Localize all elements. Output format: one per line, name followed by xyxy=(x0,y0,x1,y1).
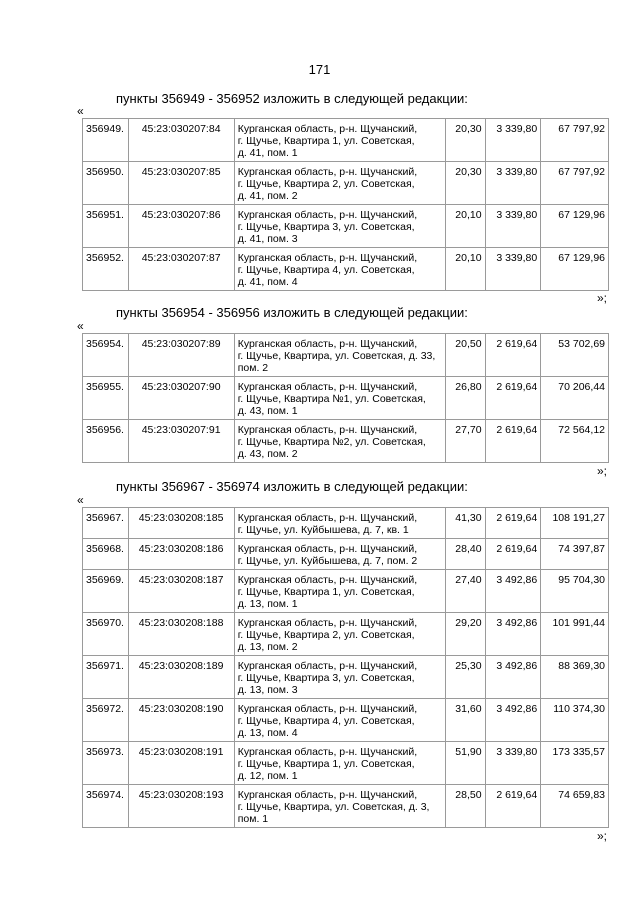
total-value-cell: 74 659,83 xyxy=(541,785,609,828)
section-heading: пункты 356949 - 356952 изложить в следующей редакции: xyxy=(116,91,468,106)
address-line: г. Щучье, Квартира, ул. Советская, д. 33, xyxy=(237,350,436,362)
address-line: д. 13, пом. 1 xyxy=(237,598,298,610)
total-value-cell: 67 797,92 xyxy=(541,162,609,205)
address-line: г. Щучье, ул. Куйбышева, д. 7, пом. 2 xyxy=(237,555,418,567)
cadastral-number-cell: 45:23:030208:186 xyxy=(128,539,234,570)
unit-price-cell: 3 339,80 xyxy=(485,162,541,205)
table-row xyxy=(83,377,609,420)
address-cell xyxy=(234,570,445,613)
unit-price-cell: 3 492,86 xyxy=(485,570,541,613)
address-line: Курганская область, р-н. Щучанский, xyxy=(237,123,418,135)
total-value-cell: 108 191,27 xyxy=(541,508,609,539)
address-line: г. Щучье, Квартира, ул. Советская, д. 3, xyxy=(237,801,430,813)
address-line: д. 13, пом. 4 xyxy=(237,727,298,739)
address-line: д. 13, пом. 2 xyxy=(237,641,298,653)
unit-price-cell: 2 619,64 xyxy=(485,377,541,420)
address-line: Курганская область, р-н. Щучанский, xyxy=(237,338,418,350)
total-value-cell: 72 564,12 xyxy=(541,420,609,463)
table-row xyxy=(83,162,609,205)
address-line: г. Щучье, Квартира 1, ул. Советская, xyxy=(237,135,415,147)
item-number-cell: 356971. xyxy=(83,656,129,699)
unit-price-cell: 3 339,80 xyxy=(485,119,541,162)
item-number-cell: 356949. xyxy=(83,119,129,162)
address-cell xyxy=(234,205,445,248)
address-line: д. 41, пом. 3 xyxy=(237,233,298,245)
area-cell: 29,20 xyxy=(446,613,485,656)
address-line: г. Щучье, Квартира 2, ул. Советская, xyxy=(237,178,415,190)
section-heading: пункты 356954 - 356956 изложить в следующей редакции: xyxy=(116,305,468,320)
address-line: д. 43, пом. 2 xyxy=(237,448,298,460)
address-line: г. Щучье, ул. Куйбышева, д. 7, кв. 1 xyxy=(237,524,409,536)
address-cell xyxy=(234,119,445,162)
table-body xyxy=(83,119,609,291)
address-cell xyxy=(234,656,445,699)
cadastral-number-cell: 45:23:030207:87 xyxy=(128,248,234,291)
address-line: г. Щучье, Квартира 3, ул. Советская, xyxy=(237,221,415,233)
unit-price-cell: 3 339,80 xyxy=(485,248,541,291)
unit-price-cell: 2 619,64 xyxy=(485,420,541,463)
cadastral-number-cell: 45:23:030208:187 xyxy=(128,570,234,613)
address-line: д. 43, пом. 1 xyxy=(237,405,298,417)
unit-price-cell: 3 492,86 xyxy=(485,656,541,699)
cadastral-number-cell: 45:23:030208:188 xyxy=(128,613,234,656)
total-value-cell: 70 206,44 xyxy=(541,377,609,420)
address-cell xyxy=(234,377,445,420)
address-cell xyxy=(234,334,445,377)
unit-price-cell: 2 619,64 xyxy=(485,508,541,539)
item-number-cell: 356956. xyxy=(83,420,129,463)
table-row xyxy=(83,334,609,377)
address-line: пом. 1 xyxy=(237,813,269,825)
address-cell xyxy=(234,742,445,785)
unit-price-cell: 3 339,80 xyxy=(485,205,541,248)
address-line: д. 41, пом. 1 xyxy=(237,147,298,159)
cadastral-number-cell: 45:23:030208:190 xyxy=(128,699,234,742)
address-line: Курганская область, р-н. Щучанский, xyxy=(237,746,418,758)
address-line: г. Щучье, Квартира 4, ул. Советская, xyxy=(237,264,415,276)
table-row xyxy=(83,742,609,785)
address-line: г. Щучье, Квартира 1, ул. Советская, xyxy=(237,586,415,598)
address-line: г. Щучье, Квартира 1, ул. Советская, xyxy=(237,758,415,770)
address-line: Курганская область, р-н. Щучанский, xyxy=(237,789,418,801)
unit-price-cell: 2 619,64 xyxy=(485,539,541,570)
table-row xyxy=(83,508,609,539)
address-line: г. Щучье, Квартира №1, ул. Советская, xyxy=(237,393,426,405)
table-row xyxy=(83,570,609,613)
address-line: Курганская область, р-н. Щучанский, xyxy=(237,209,418,221)
table-row xyxy=(83,699,609,742)
area-cell: 20,50 xyxy=(446,334,485,377)
area-cell: 28,40 xyxy=(446,539,485,570)
address-cell xyxy=(234,248,445,291)
section-heading: пункты 356967 - 356974 изложить в следующей редакции: xyxy=(116,479,468,494)
address-cell xyxy=(234,539,445,570)
table-row xyxy=(83,539,609,570)
area-cell: 27,40 xyxy=(446,570,485,613)
address-cell xyxy=(234,162,445,205)
cadastral-number-cell: 45:23:030207:89 xyxy=(128,334,234,377)
address-line: д. 12, пом. 1 xyxy=(237,770,298,782)
total-value-cell: 67 129,96 xyxy=(541,248,609,291)
area-cell: 20,10 xyxy=(446,248,485,291)
address-line: г. Щучье, Квартира №2, ул. Советская, xyxy=(237,436,426,448)
total-value-cell: 101 991,44 xyxy=(541,613,609,656)
table-body xyxy=(83,508,609,828)
item-number-cell: 356951. xyxy=(83,205,129,248)
total-value-cell: 67 797,92 xyxy=(541,119,609,162)
item-number-cell: 356969. xyxy=(83,570,129,613)
table-row xyxy=(83,205,609,248)
total-value-cell: 67 129,96 xyxy=(541,205,609,248)
item-number-cell: 356950. xyxy=(83,162,129,205)
table-row xyxy=(83,420,609,463)
cadastral-number-cell: 45:23:030207:84 xyxy=(128,119,234,162)
cadastral-number-cell: 45:23:030208:185 xyxy=(128,508,234,539)
table-row xyxy=(83,613,609,656)
cadastral-number-cell: 45:23:030207:86 xyxy=(128,205,234,248)
area-cell: 25,30 xyxy=(446,656,485,699)
address-line: Курганская область, р-н. Щучанский, xyxy=(237,252,418,264)
data-table xyxy=(82,333,609,463)
area-cell: 20,30 xyxy=(446,162,485,205)
address-line: г. Щучье, Квартира 3, ул. Советская, xyxy=(237,672,415,684)
item-number-cell: 356973. xyxy=(83,742,129,785)
area-cell: 20,10 xyxy=(446,205,485,248)
quote-close: »; xyxy=(597,291,608,305)
total-value-cell: 173 335,57 xyxy=(541,742,609,785)
cadastral-number-cell: 45:23:030208:189 xyxy=(128,656,234,699)
table-row xyxy=(83,119,609,162)
item-number-cell: 356952. xyxy=(83,248,129,291)
quote-open: « xyxy=(77,493,84,507)
area-cell: 51,90 xyxy=(446,742,485,785)
area-cell: 28,50 xyxy=(446,785,485,828)
address-line: Курганская область, р-н. Щучанский, xyxy=(237,381,418,393)
unit-price-cell: 3 492,86 xyxy=(485,699,541,742)
item-number-cell: 356954. xyxy=(83,334,129,377)
cadastral-number-cell: 45:23:030207:91 xyxy=(128,420,234,463)
area-cell: 27,70 xyxy=(446,420,485,463)
quote-close: »; xyxy=(597,464,608,478)
item-number-cell: 356972. xyxy=(83,699,129,742)
address-line: пом. 2 xyxy=(237,362,269,374)
address-line: Курганская область, р-н. Щучанский, xyxy=(237,512,418,524)
address-line: Курганская область, р-н. Щучанский, xyxy=(237,660,418,672)
address-line: Курганская область, р-н. Щучанский, xyxy=(237,703,418,715)
quote-open: « xyxy=(77,319,84,333)
address-line: г. Щучье, Квартира 2, ул. Советская, xyxy=(237,629,415,641)
data-table xyxy=(82,118,609,291)
cadastral-number-cell: 45:23:030207:90 xyxy=(128,377,234,420)
area-cell: 41,30 xyxy=(446,508,485,539)
quote-close: »; xyxy=(597,829,608,843)
data-table xyxy=(82,507,609,828)
item-number-cell: 356955. xyxy=(83,377,129,420)
address-cell xyxy=(234,785,445,828)
unit-price-cell: 2 619,64 xyxy=(485,334,541,377)
total-value-cell: 110 374,30 xyxy=(541,699,609,742)
address-cell xyxy=(234,508,445,539)
address-line: Курганская область, р-н. Щучанский, xyxy=(237,617,418,629)
cadastral-number-cell: 45:23:030207:85 xyxy=(128,162,234,205)
area-cell: 31,60 xyxy=(446,699,485,742)
item-number-cell: 356970. xyxy=(83,613,129,656)
item-number-cell: 356974. xyxy=(83,785,129,828)
address-line: д. 41, пом. 2 xyxy=(237,190,298,202)
address-line: Курганская область, р-н. Щучанский, xyxy=(237,166,418,178)
address-line: Курганская область, р-н. Щучанский, xyxy=(237,424,418,436)
page-number: 171 xyxy=(308,62,331,77)
address-line: Курганская область, р-н. Щучанский, xyxy=(237,543,418,555)
address-line: Курганская область, р-н. Щучанский, xyxy=(237,574,418,586)
table-row xyxy=(83,656,609,699)
item-number-cell: 356968. xyxy=(83,539,129,570)
address-cell xyxy=(234,699,445,742)
total-value-cell: 95 704,30 xyxy=(541,570,609,613)
address-line: г. Щучье, Квартира 4, ул. Советская, xyxy=(237,715,415,727)
total-value-cell: 88 369,30 xyxy=(541,656,609,699)
area-cell: 26,80 xyxy=(446,377,485,420)
address-line: д. 13, пом. 3 xyxy=(237,684,298,696)
table-row xyxy=(83,248,609,291)
total-value-cell: 74 397,87 xyxy=(541,539,609,570)
unit-price-cell: 2 619,64 xyxy=(485,785,541,828)
address-cell xyxy=(234,613,445,656)
unit-price-cell: 3 492,86 xyxy=(485,613,541,656)
total-value-cell: 53 702,69 xyxy=(541,334,609,377)
unit-price-cell: 3 339,80 xyxy=(485,742,541,785)
quote-open: « xyxy=(77,104,84,118)
table-body xyxy=(83,334,609,463)
item-number-cell: 356967. xyxy=(83,508,129,539)
cadastral-number-cell: 45:23:030208:193 xyxy=(128,785,234,828)
cadastral-number-cell: 45:23:030208:191 xyxy=(128,742,234,785)
area-cell: 20,30 xyxy=(446,119,485,162)
address-cell xyxy=(234,420,445,463)
table-row xyxy=(83,785,609,828)
address-line: д. 41, пом. 4 xyxy=(237,276,298,288)
